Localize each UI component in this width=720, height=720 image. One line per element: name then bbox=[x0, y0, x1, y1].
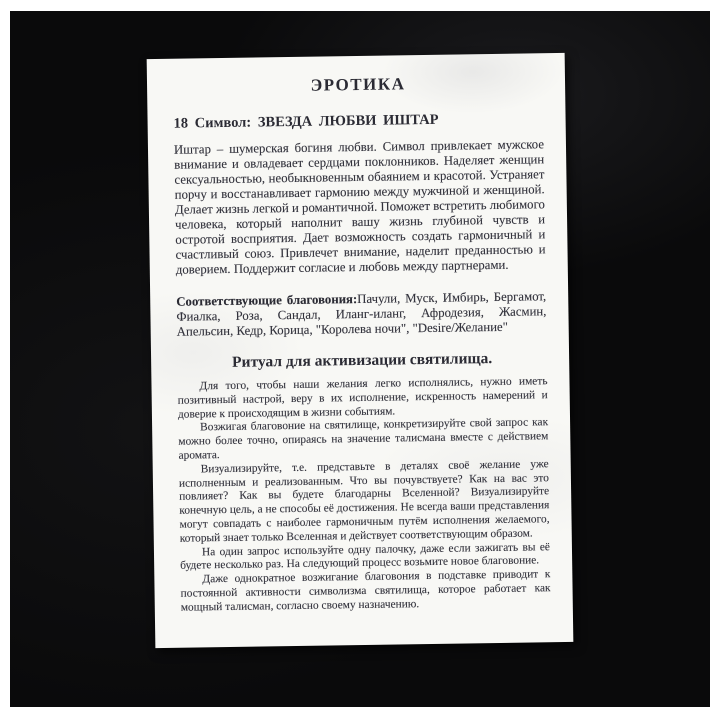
ritual-paragraph: Визуализируйте, т.е. представьте в деталях своё желание уже исполненным и реализованным. Что вы почувствуете? Как на вас это повлияет? Как вы будете благодарны Вселенной? Визуализируйте конечную цель, а не способы её достижения. Не всегда ваши представления могут совпадать с наиболее гармоничным путём исполнения желаемого, который знает только Вселенная и действует соответствующим образом. bbox=[178, 457, 550, 545]
incense-list: Пачули, Муск, Имбирь, Бергамот, Фиалка, Роза, Сандал, Иланг-иланг, Афродезия, Жасмин, Апельсин, Кедр, Корица, "Королева ночи", "Desire/Желание" bbox=[176, 289, 547, 339]
instruction-leaflet bbox=[147, 53, 574, 648]
ritual-heading: Ритуал для активизации святилища. bbox=[231, 350, 493, 371]
ritual-paragraph: На один запрос используйте одну палочку, даже если зажигать вы её будете несколько раз. На следующий процесс возьмите новое благовоние. bbox=[180, 540, 551, 573]
page-title: ЭРОТИКА bbox=[310, 74, 406, 95]
ritual-paragraph: Возжигая благовоние на святилище, конкретизируйте свой запрос как можно более точно, опираясь на значение талисмана вместе с действием аромата. bbox=[178, 416, 549, 462]
ritual-paragraph: Для того, чтобы наши желания легко исполнялись, нужно иметь позитивный настрой, веру в их исполнение, искренность намерений и доверие к происходящим в жизни событиям. bbox=[177, 375, 548, 421]
incense-paragraph bbox=[176, 289, 547, 339]
incense-label: Соответствующие благовония: bbox=[176, 292, 358, 309]
photo-black-backdrop bbox=[10, 11, 710, 707]
symbol-heading: 18 Символ: ЗВЕЗДА ЛЮБВИ ИШТАР bbox=[173, 111, 439, 132]
ritual-paragraph: Даже однократное возжигание благовония в подставке приводит к постоянной активности символизма святилища, которое работает как мощный талисман, согласно своему назначению. bbox=[180, 568, 551, 614]
description-paragraph: Иштар – шумерская богиня любви. Символ привлекает мужское внимание и овладевает сердцами поклонников. Наделяет женщин сексуальностью, необыкновенным обаянием и красотой. Устраняет порчу и восстанавливает гармонию между мужчиной и женщиной. Делает жизнь легкой и романтичной. Поможет встретить любимого человека, который наполнит вашу жизнь глубиной чувств и остротой восприятия. Дает возможность создать гармоничный и счастливый союз. Привлечет внимание, наделит преданностью и доверием. Поддержит согласие и любовь между партнерами. bbox=[173, 137, 546, 277]
